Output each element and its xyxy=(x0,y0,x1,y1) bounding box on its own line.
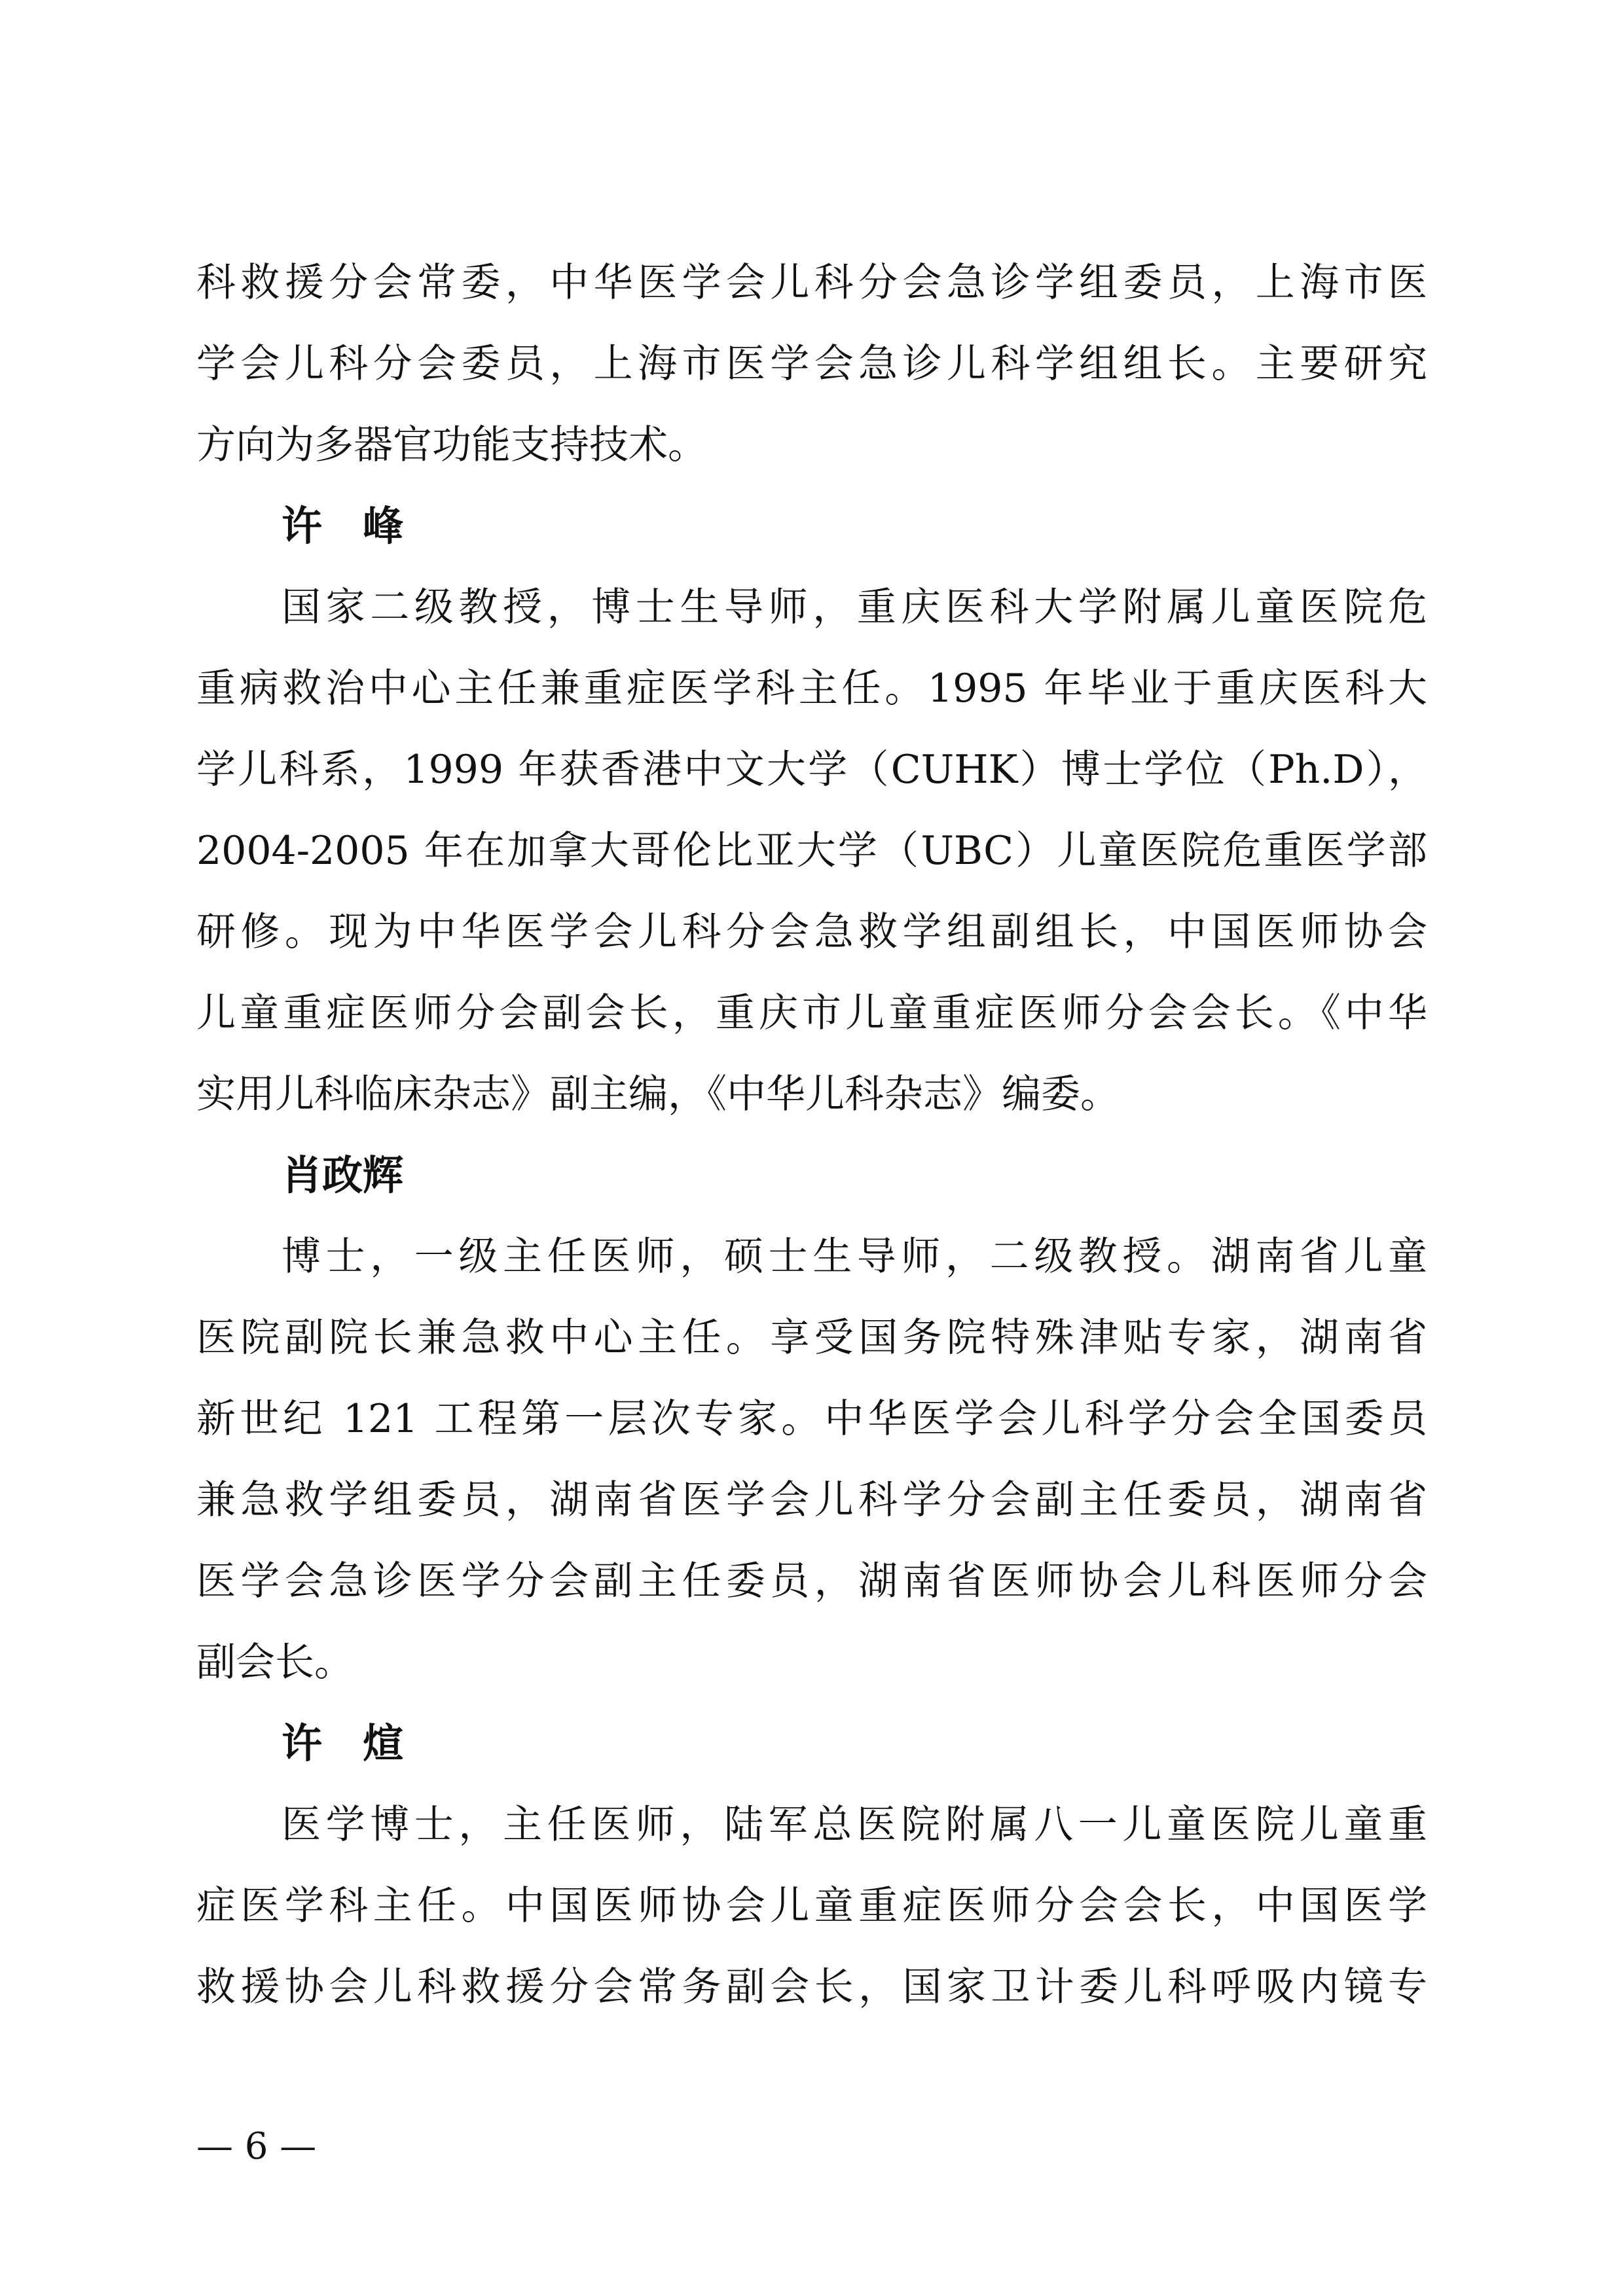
text-line: 症医学科主任。中国医师协会儿童重症医师分会会长，中国医学 xyxy=(196,1883,1427,1929)
person-name-heading: 肖政辉 xyxy=(282,1151,404,1199)
text-line: 医院副院长兼急救中心主任。享受国务院特殊津贴专家，湖南省 xyxy=(196,1315,1427,1361)
text-line: 新世纪 121 工程第一层次专家。中华医学会儿科学分会全国委员 xyxy=(196,1396,1427,1442)
person-name-heading: 许 煊 xyxy=(282,1719,404,1767)
text-line: 研修。现为中华医学会儿科分会急救学组副组长，中国医师协会 xyxy=(196,909,1427,955)
paragraph-bio xyxy=(196,567,1427,1135)
text-line: 2004-2005 年在加拿大哥伦比亚大学（UBC）儿童医院危重医学部 xyxy=(196,828,1427,874)
paragraph-continuation xyxy=(196,242,1427,486)
text-line: 兼急救学组委员，湖南省医学会儿科学分会副主任委员，湖南省 xyxy=(196,1477,1427,1523)
text-line: 方向为多器官功能支持技术。 xyxy=(196,422,707,468)
text-line: 国家二级教授，博士生导师，重庆医科大学附属儿童医院危 xyxy=(282,584,1427,630)
text-line: 博士，一级主任医师，硕士生导师，二级教授。湖南省儿童 xyxy=(282,1234,1427,1280)
person-name-heading: 许 峰 xyxy=(282,502,404,550)
page-number: — 6 — xyxy=(196,2125,317,2168)
text-line: 实用儿科临床杂志》副主编，《中华儿科杂志》编委。 xyxy=(196,1071,1120,1117)
text-line: 学儿科系，1999 年获香港中文大学（CUHK）博士学位（Ph.D）， xyxy=(196,747,1427,793)
text-line: 救援协会儿科救援分会常务副会长，国家卫计委儿科呼吸内镜专 xyxy=(196,1964,1427,2010)
paragraph-bio xyxy=(196,1784,1427,2028)
text-line: 医学博士，主任医师，陆军总医院附属八一儿童医院儿童重 xyxy=(282,1802,1427,1848)
text-line: 医学会急诊医学分会副主任委员，湖南省医师协会儿科医师分会 xyxy=(196,1558,1427,1604)
document-body xyxy=(196,242,1427,2028)
text-line: 科救援分会常委，中华医学会儿科分会急诊学组委员，上海市医 xyxy=(196,260,1427,306)
text-line: 副会长。 xyxy=(196,1640,354,1685)
text-line: 重病救治中心主任兼重症医学科主任。1995 年毕业于重庆医科大 xyxy=(196,666,1427,711)
text-line: 学会儿科分会委员，上海市医学会急诊儿科学组组长。主要研究 xyxy=(196,341,1427,387)
paragraph-bio xyxy=(196,1216,1427,1703)
text-line: 儿童重症医师分会副会长，重庆市儿童重症医师分会会长。《中华 xyxy=(196,990,1427,1036)
